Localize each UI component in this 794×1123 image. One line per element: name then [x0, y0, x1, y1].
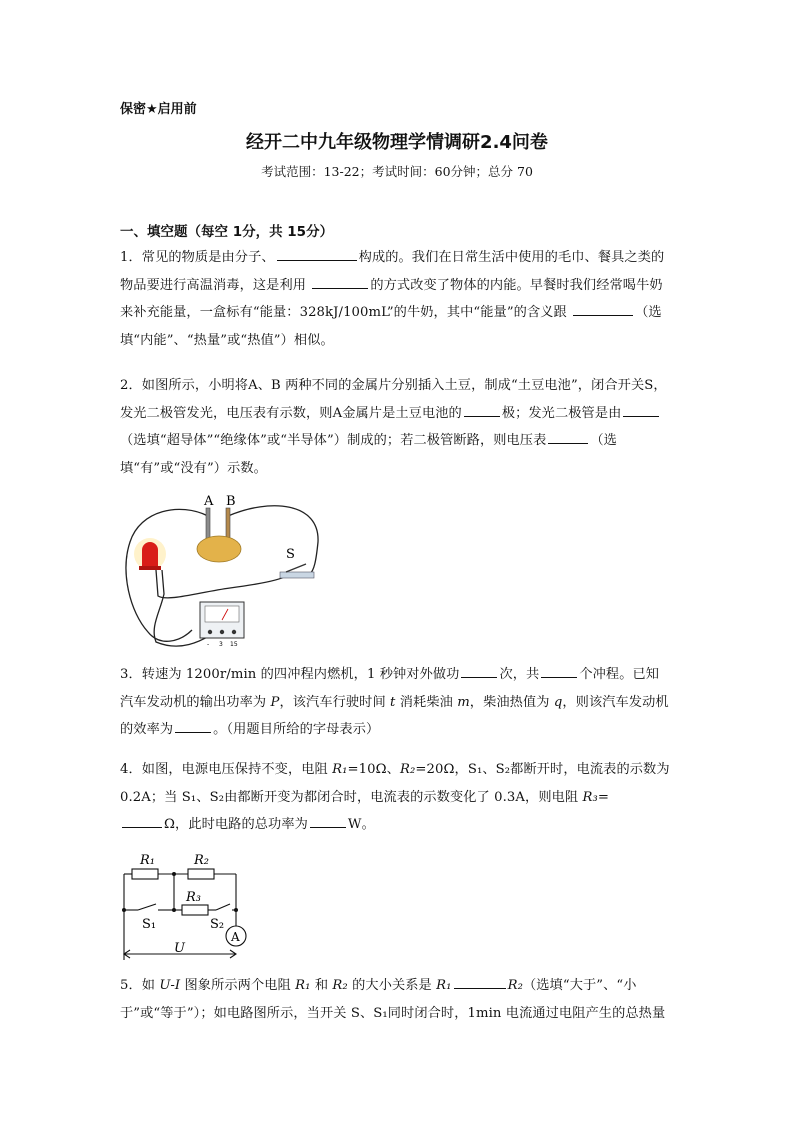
section-heading: 一、填空题（每空 1分，共 15分） [120, 224, 334, 240]
var-q: q [553, 694, 563, 710]
voltmeter-icon [200, 602, 244, 638]
var-r1: R₁ [436, 978, 452, 993]
question-4 [120, 756, 672, 839]
q2-text: （选填“有”或“没有”）示数。 [120, 433, 617, 476]
var-r1: R₁ [332, 762, 348, 777]
q3-text: 3．转速为 1200r/min 的四冲程内燃机，1 秒钟对外做功 [120, 667, 460, 682]
answer-blank[interactable] [461, 663, 497, 678]
question-3 [120, 661, 672, 744]
voltage-label: U [174, 941, 185, 956]
q4-text: Ω，此时电路的总功率为 [164, 817, 308, 832]
var-r2: R₂ [332, 978, 348, 993]
potato-battery-figure [120, 492, 325, 652]
answer-blank[interactable] [277, 246, 357, 261]
plate-a-label: A [204, 494, 214, 509]
answer-blank[interactable] [310, 813, 346, 828]
q3-text: 个冲程。已知汽车发动机的输出功率为 [120, 667, 660, 710]
s1-label: S₁ [142, 917, 157, 932]
confidential-label: 保密★启用前 [120, 102, 197, 117]
q5-text: 和 [310, 978, 333, 993]
var-p: P [270, 694, 280, 710]
resistor-circuit-figure [118, 848, 250, 966]
page-title: 经开二中九年级物理学情调研2.4问卷 [246, 132, 548, 153]
q4-text: W。 [347, 817, 375, 832]
answer-blank[interactable] [548, 429, 588, 444]
var-t: t [390, 694, 396, 710]
answer-blank[interactable] [623, 402, 659, 417]
q5-text: 5．如 [120, 978, 160, 993]
question-1 [120, 244, 672, 354]
meter-3: 3 [219, 641, 223, 648]
q3-text: 。（用题目所给的字母表示） [213, 722, 380, 737]
meter-15: 15 [230, 641, 238, 648]
switch-label: S [286, 547, 295, 562]
var-ui: U-I [159, 978, 181, 993]
q2-text: 2．如图所示，小明将A、B 两种不同的金属片分别插入土豆，制成“土豆电池”，闭合开关S，发光二极管发光，电压表有示数，则A金属片是土豆电池的 [120, 378, 667, 421]
r2-label: R₂ [194, 853, 209, 868]
q1-text: 的方式改变了物体的内能。早餐时我们经常喝牛奶来补充能量，一盒标有“能量：328kJ/100mL”的牛奶，其中“能量”的含义跟 [120, 277, 663, 320]
meter-minus: - [207, 641, 210, 648]
r1-label: R₁ [140, 853, 155, 868]
answer-blank[interactable] [122, 813, 162, 828]
q3-text: ，则该汽车发动机的效率为 [120, 694, 669, 737]
answer-blank[interactable] [573, 301, 633, 316]
q4-text: =20Ω，S₁、S₂都断开时，电流表的示数为 0.2A；当 S₁、S₂由都断开变为都闭合时，电流表的示数变化了 0.3A，则电阻 [120, 762, 670, 805]
q2-text: 极；发光二极管是由 [501, 405, 622, 421]
question-2 [120, 372, 672, 482]
question-5 [120, 972, 672, 1027]
q1-text: （选填“内能”、“热量”或“热值”）相似。 [120, 305, 662, 348]
answer-blank[interactable] [175, 718, 211, 733]
switch-icon [280, 564, 314, 578]
q4-text: = [597, 789, 610, 805]
led-icon [134, 538, 166, 570]
answer-blank[interactable] [464, 402, 500, 417]
q3-text: 消耗柴油 [395, 694, 458, 710]
q1-text: 1．常见的物质是由分子、 [120, 250, 275, 265]
r3-label: R₃ [186, 890, 201, 905]
q4-text: =10Ω、 [347, 762, 400, 777]
s2-label: S₂ [210, 917, 225, 932]
q5-text: 图象所示两个电阻 [180, 978, 296, 993]
var-r1: R₁ [295, 978, 311, 993]
answer-blank[interactable] [454, 974, 506, 989]
potato [197, 536, 241, 562]
q3-text: ，柴油热值为 [469, 694, 554, 710]
q5-text: 的大小关系是 [347, 978, 437, 993]
var-r3: R₃ [582, 789, 598, 805]
q1-text: 构成的。我们在日常生活中使用的毛巾、餐具之类的物品要进行高温消毒，这是利用 [120, 250, 665, 293]
var-r2: R₂ [507, 978, 523, 993]
exam-info: 考试范围：13-22；考试时间：60分钟；总分 70 [261, 164, 533, 179]
q4-text: 4．如图，电源电压保持不变，电阻 [120, 762, 333, 777]
q3-text: 次，共 [499, 667, 540, 682]
answer-blank[interactable] [312, 274, 368, 289]
q2-text: （选填“超导体”“绝缘体”或“半导体”）制成的；若二极管断路，则电压表 [120, 433, 547, 448]
var-r2: R₂ [399, 762, 416, 777]
answer-blank[interactable] [541, 663, 577, 678]
var-m: m [457, 694, 470, 710]
q3-text: ，该汽车行驶时间 [279, 694, 391, 710]
ammeter-label: A [231, 930, 240, 944]
q5-text: （选填“大于”、“小于”或“等于”）；如电路图所示，当开关 S、S₁同时闭合时，1min 电流通过电阻产生的总热量 [120, 978, 666, 1021]
plate-b-label: B [226, 494, 236, 509]
